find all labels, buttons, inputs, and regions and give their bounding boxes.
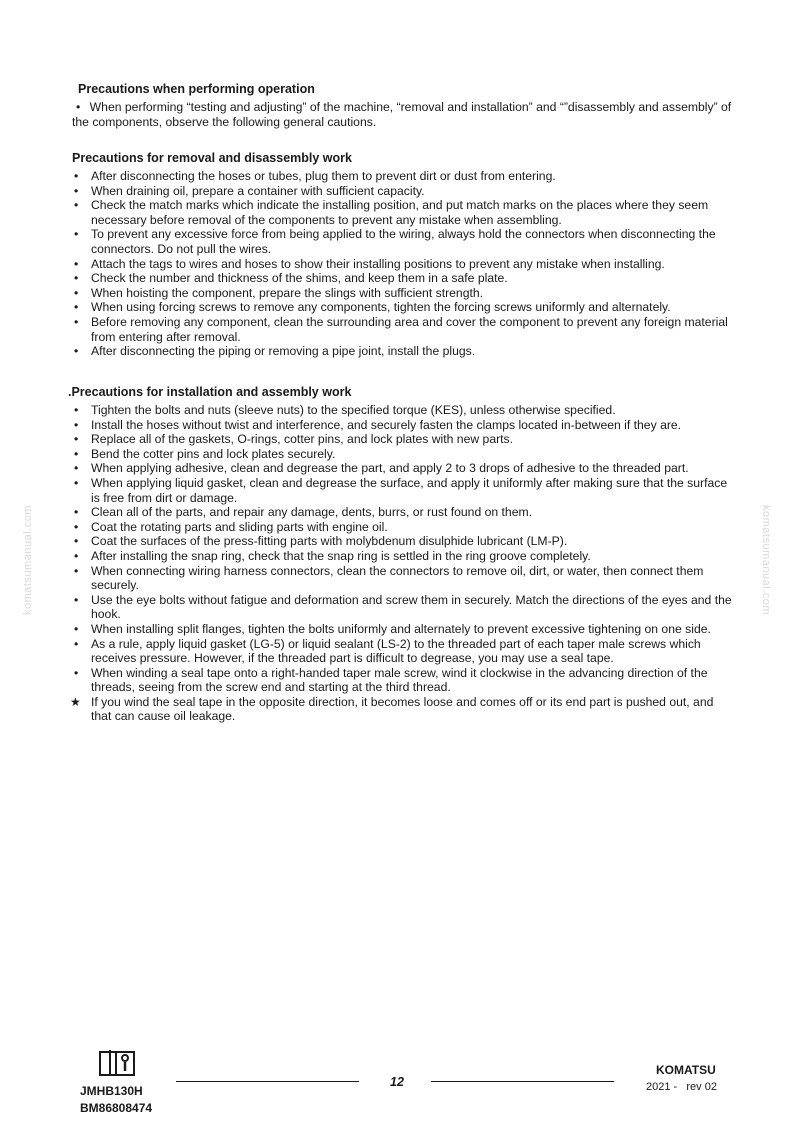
bullet-marker: • [74,534,79,549]
list-item-text: When draining oil, prepare a container with sufficient capacity. [91,183,425,198]
list-item-text: Check the match marks which indicate the installing position, and put match marks on the places where they seem necessary before removal of the components to prevent any mistake when assembling. [91,198,709,227]
bullet-marker: • [74,285,79,300]
list-item [72,271,732,286]
list-item [72,403,732,418]
list-item-text: Install the hoses without twist and interference, and securely fasten the clamps located in-between if they are. [91,417,682,432]
list-item [72,520,732,535]
bullet-marker: • [74,665,79,680]
section-installation-assembly [68,385,732,724]
list-item [72,564,732,593]
list-item [72,505,732,520]
list-item-text: When hoisting the component, prepare the slings with sufficient strength. [91,285,484,300]
list-item [72,432,732,447]
list-item-text: As a rule, apply liquid gasket (LG-5) or liquid sealant (LS-2) to the threaded part of each taper male screws which receives pressure. However, if the threaded part is difficult to degrease, you may use a seal tape. [91,636,701,666]
list-item [72,198,732,227]
intro-text: When performing “testing and adjusting” of the machine, “removal and installation” and “”disassembly and assembly” of the components, observe the following general cautions. [72,100,732,129]
intro-bullet: • [76,100,81,114]
list-item-text: Tighten the bolts and nuts (sleeve nuts) to the specified torque (KES), unless otherwise specified. [91,403,616,417]
list-item-text: When using forcing screws to remove any components, tighten the forcing screws uniformly and alternately. [91,300,671,315]
note-text: If you wind the seal tape in the opposite direction, it becomes loose and comes off or its end part is pushed out, and that can cause oil leakage. [91,694,714,724]
list-item-text: Replace all of the gaskets, O-rings, cotter pins, and lock plates with new parts. [91,432,514,447]
bullet-marker: • [74,519,79,534]
manual-book-icon [98,1048,138,1078]
bullet-marker: • [74,636,79,651]
bullet-marker: • [74,198,79,213]
list-item [72,637,732,666]
page-number: 12 [390,1075,404,1089]
list-item [72,622,732,637]
bullet-marker: • [74,403,79,417]
bullet-marker: • [74,183,79,198]
list-item-text: After disconnecting the hoses or tubes, plug them to prevent dirt or dust from entering. [91,169,556,183]
bullet-marker: • [74,461,79,476]
footer-rule-right [431,1081,614,1082]
footer-rule-left [176,1081,359,1082]
list-item [72,286,732,301]
list-item [72,315,732,344]
list-item-text: After installing the snap ring, check that the snap ring is settled in the ring groove completely. [91,548,591,563]
bullet-marker: • [74,475,79,490]
intro-paragraph [72,100,732,130]
list-item [72,257,732,272]
document-code: JMHB130H [80,1084,143,1098]
list-item [72,169,732,184]
list-item [72,549,732,564]
list-item-text: When applying adhesive, clean and degrease the part, and apply 2 to 3 drops of adhesive to the threaded part. [91,461,689,476]
bullet-marker: • [74,417,79,432]
list-item [72,418,732,433]
list-item-text: When applying liquid gasket, clean and degrease the surface, and apply it uniformly after making sure that the surface is free from dirt or damage. [91,475,728,505]
list-item [72,461,732,476]
list-item [72,184,732,199]
watermark-left: komatsumanual.com [22,505,34,615]
bullet-marker: • [74,344,79,359]
list-item [72,593,732,622]
list-item-text: Bend the cotter pins and lock plates securely. [91,446,336,461]
note-item [72,695,732,724]
section-removal-disassembly [72,151,732,359]
section-title: Precautions for removal and disassembly work [72,151,352,165]
bullet-marker: • [74,446,79,461]
part-number: BM86808474 [80,1101,153,1115]
list-item-text: When winding a seal tape onto a right-handed taper male screw, wind it clockwise in the advancing direction of the threads, seeing from the screw end and starting at the third thread. [91,665,708,695]
bullet-marker: • [74,300,79,315]
list-item-text: To prevent any excessive force from being applied to the wiring, always hold the connectors when disconnecting the connectors. Do not pull the wires. [91,227,716,256]
bullet-marker: • [74,256,79,271]
watermark-right: komatsumanual.com [760,505,772,615]
bullet-marker: • [74,505,79,520]
list-item-text: Before removing any component, clean the surrounding area and cover the component to prevent any foreign material from entering after removal. [91,314,728,344]
section-operation-precautions [72,82,732,130]
list-item [72,666,732,695]
list-item [72,476,732,505]
bullet-marker: • [74,271,79,286]
bullet-marker: • [74,227,79,242]
list-item [72,227,732,256]
brand-name: KOMATSU [656,1063,716,1077]
star-note-icon: ★ [70,694,81,709]
bullet-marker: • [74,548,79,563]
list-item-text: Clean all of the parts, and repair any damage, dents, burrs, or rust found on them. [91,505,533,520]
list-item [72,344,732,359]
list-item-text: Attach the tags to wires and hoses to show their installing positions to prevent any mistake when installing. [91,256,665,271]
bullet-marker: • [74,592,79,607]
bullet-marker: • [74,169,79,183]
list-item-text: Use the eye bolts without fatigue and deformation and screw them in securely. Match the directions of the eyes and the hook. [91,592,732,622]
list-item-text: Coat the rotating parts and sliding parts with engine oil. [91,519,388,534]
installation-precautions-list [72,403,732,724]
list-item [72,447,732,462]
section-title: .Precautions for installation and assembly work [68,385,352,399]
list-item [72,300,732,315]
list-item-text: Check the number and thickness of the shims, and keep them in a safe plate. [91,271,508,286]
section-title: Precautions when performing operation [78,82,315,96]
list-item-text: When installing split flanges, tighten the bolts uniformly and alternately to prevent excessive tightening on one side. [91,621,711,636]
bullet-marker: • [74,432,79,447]
removal-precautions-list [72,169,732,359]
list-item-text: After disconnecting the piping or removing a pipe joint, install the plugs. [91,344,476,359]
bullet-marker: • [74,563,79,578]
list-item-text: When connecting wiring harness connectors, clean the connectors to remove oil, dirt, or water, then connect them securely. [91,563,704,593]
bullet-marker: • [74,314,79,329]
list-item [72,534,732,549]
bullet-marker: • [74,621,79,636]
list-item-text: Coat the surfaces of the press-fitting parts with molybdenum disulphide lubricant (LM-P). [91,534,568,549]
revision-label: 2021 - rev 02 [646,1081,717,1093]
